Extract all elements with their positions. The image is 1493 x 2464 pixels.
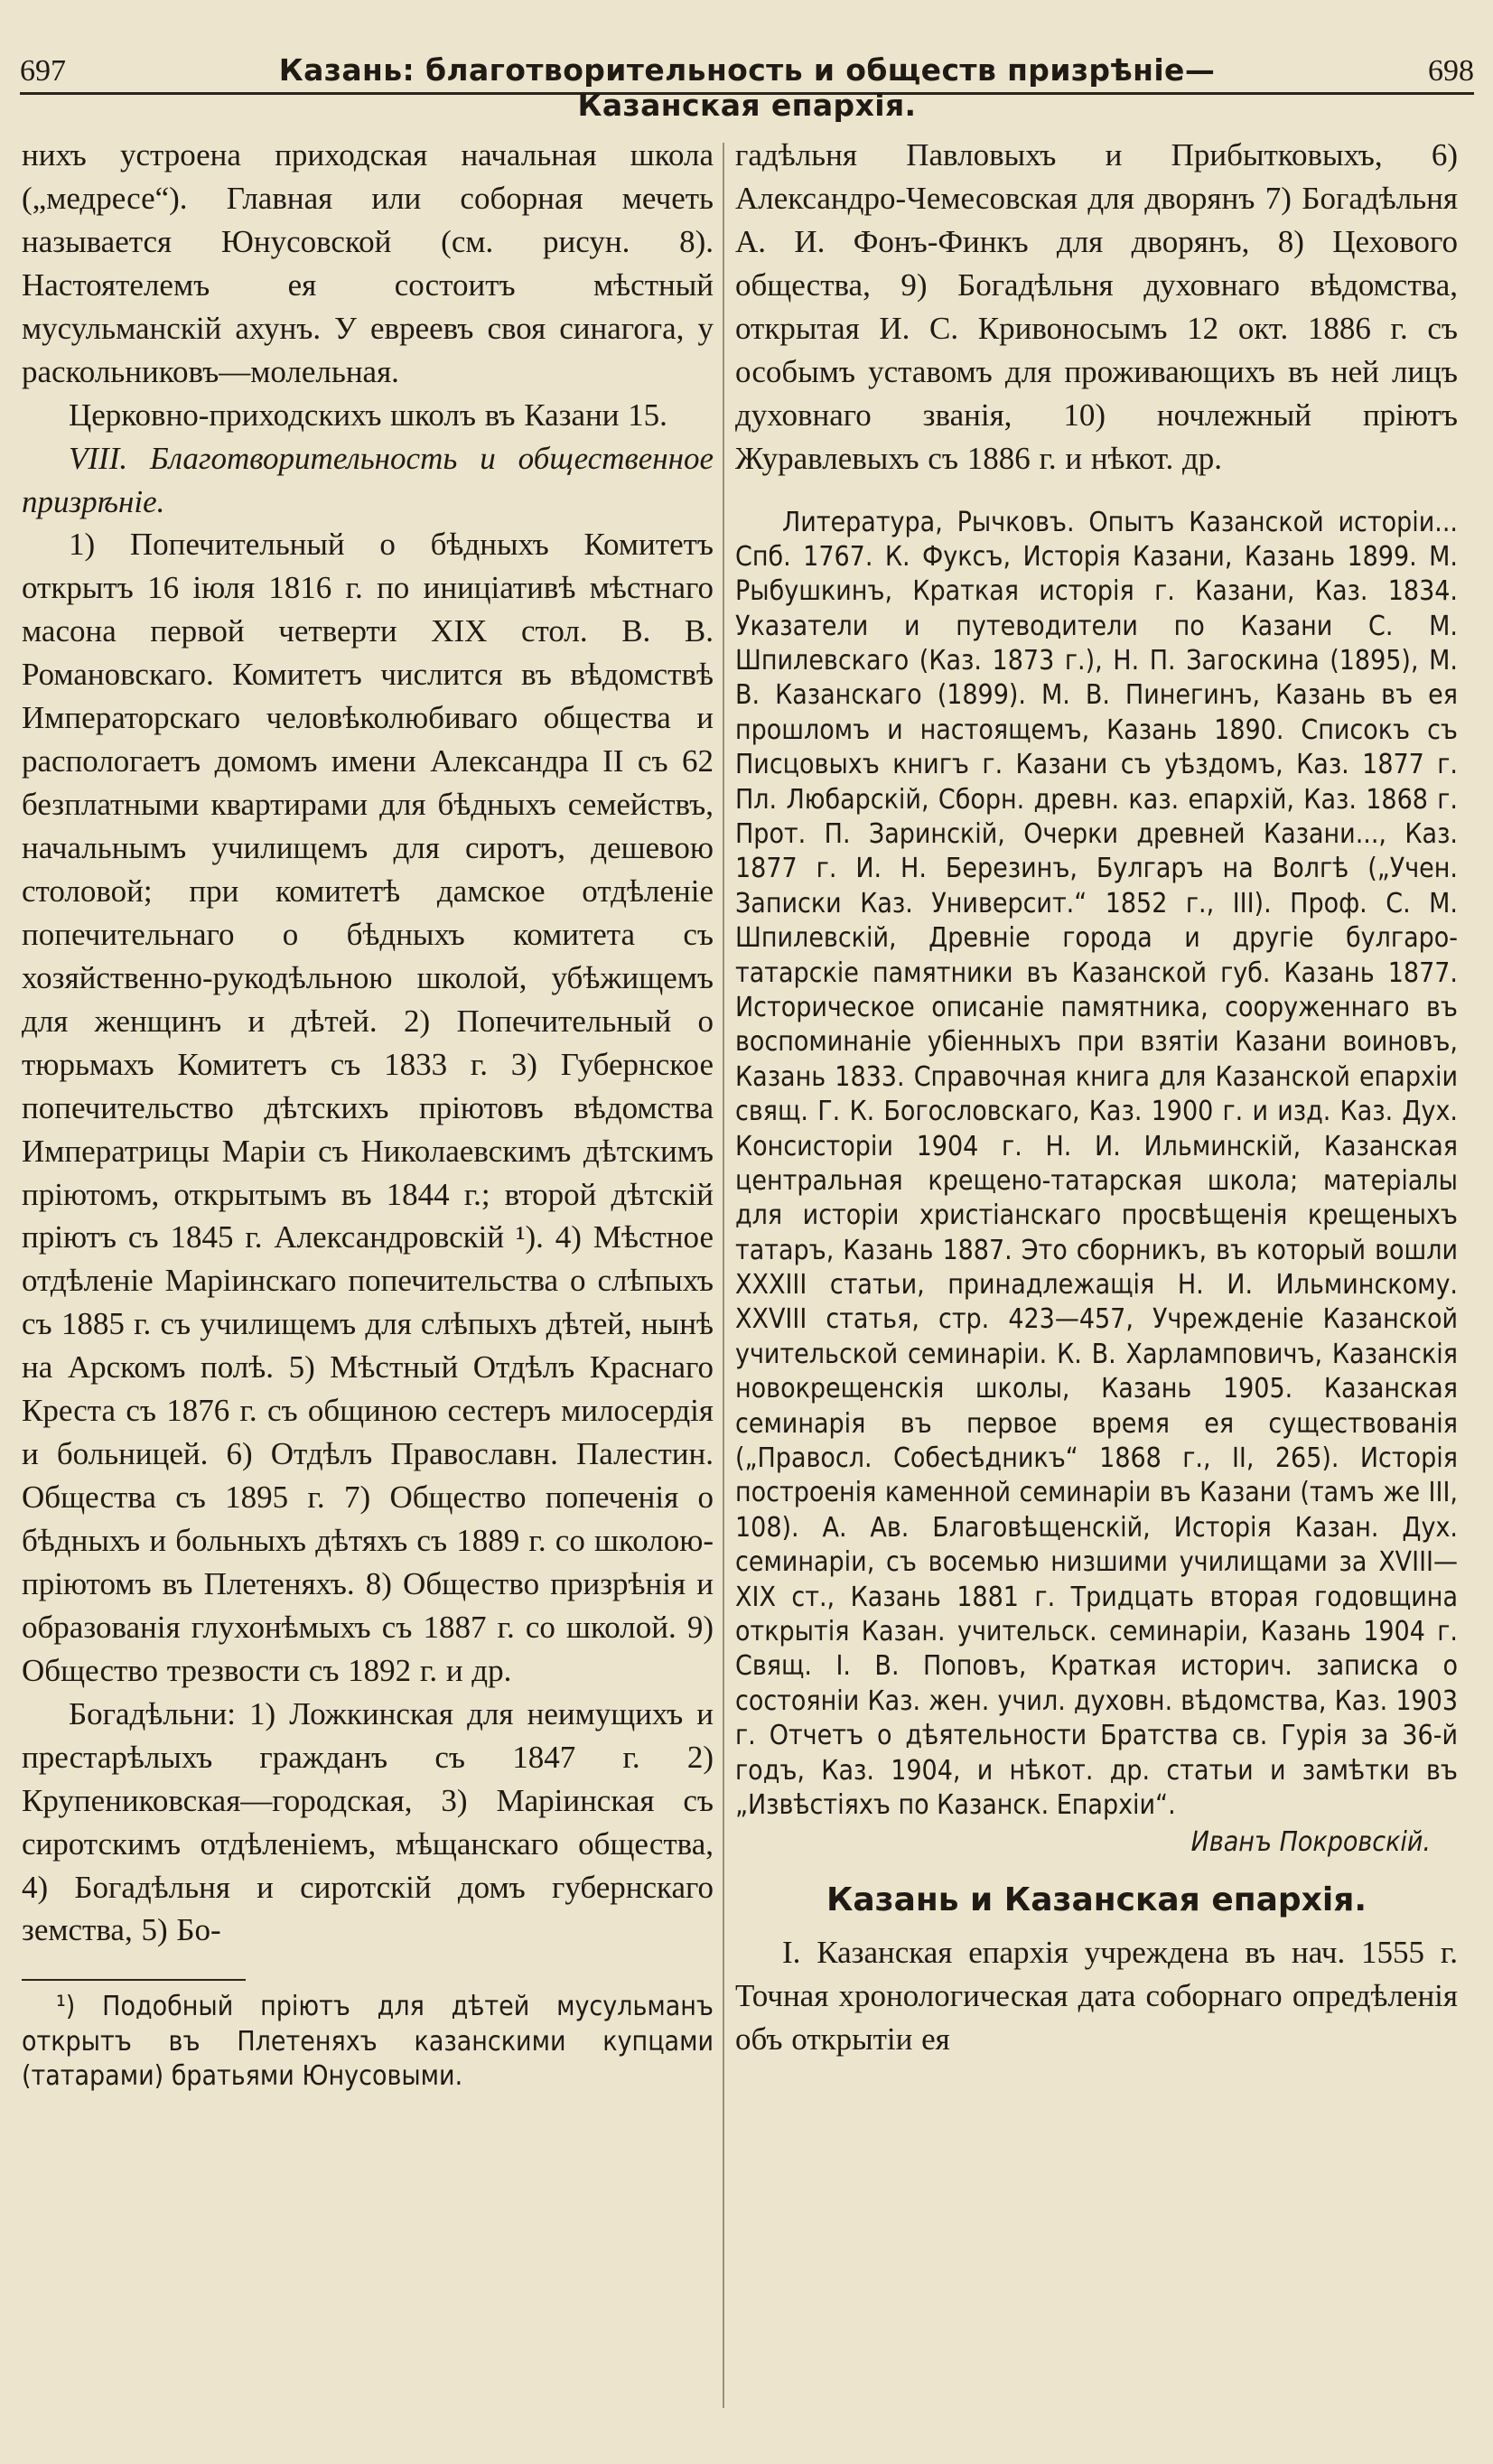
column-divider bbox=[723, 143, 724, 2408]
paragraph-mosques: нихъ устроена приходская начальная школа („медресе“). Главная или соборная мечеть называется Юнусовской (см. рисун. 8). Настоятелемъ ея состоитъ мѣстный мусульманскій ахунъ. У евреевъ своя синагога, у раскольниковъ—молельная. bbox=[22, 137, 714, 389]
footnote-rule bbox=[22, 1979, 246, 1981]
footnote: ¹) Подобный пріютъ для дѣтей мусульманъ открытъ въ Плетеняхъ казанскими купцами (татарами) братьями Юнусовыми. bbox=[22, 1991, 714, 2093]
paragraph-almshouses: Богадѣльни: 1) Ложкинская для неимущихъ и престарѣлыхъ гражданъ съ 1847 г. 2) Крупениковская—городская, 3) Маріинская съ сиротскимъ отдѣленіемъ, мѣщанскаго общества, 4) Богадѣльня и сиротскій домъ губернскаго земства, 5) Бо- bbox=[22, 1695, 714, 1948]
paragraph-eparchy: I. Казанская епархія учреждена въ нач. 1555 г. Точная хронологическая дата соборнаго опредѣленія объ открытіи ея bbox=[735, 1935, 1458, 2058]
literature-list: Литература, Рычковъ. Опытъ Казанской исторіи... Спб. 1767. К. Фуксъ, Исторія Казани, Казань 1899. М. Рыбушкинъ, Краткая исторія г. Казани, Каз. 1834. Указатели и путеводители по Казани С. М. Шпилевскаго (Каз. 1873 г.), Н. П. Загоскина (1895), М. В. Казанскаго (1899). М. В. Пинегинъ, Казань въ ея прошломъ и настоящемъ, Казань 1890. Списокъ съ Писцовыхъ книгъ г. Казани съ уѣздомъ, Каз. 1877 г. Пл. Любарскій, Сборн. древн. каз. епархій, Каз. 1868 г. Прот. П. Заринскій, Очерки древней Казани..., Каз. 1877 г. И. Н. Березинъ, Булгаръ на Волгѣ („Учен. Записки Каз. Университ.“ 1852 г., III). Проф. С. М. Шпилевскій, Древніе города и другіе булгаро-татарскіе памятники въ Казанской губ. Казань 1877. Историческое описаніе памятника, сооруженнаго въ воспоминаніе убіенныхъ при взятіи Казани воиновъ, Казань 1833. Справочная книга для Казанской епархіи свящ. Г. К. Богословскаго, Каз. 1900 г. и изд. Каз. Дух. Консисторіи 1904 г. Н. И. Ильминскій, Казанская центральная крещено-татарская школа; матеріалы для исторіи христіанскаго просвѣщенія крещеныхъ татаръ, Казань 1887. Это сборникъ, въ который вошли XXXIII статьи, принадлежащія Н. И. Ильминскому. XXVIII статья, стр. 423—457, Учрежденіе Казанской учительской семинаріи. К. В. Харламповичъ, Казанскія новокрещенскія школы, Казань 1905. Казанская семинарія въ первое время ея существованія („Правосл. Собесѣдникъ“ 1868 г., II, 265). Исторія построенія каменной семинаріи въ Казани (тамъ же III, 108). А. Ав. Благовѣщенскій, Исторія Казан. Дух. семинаріи, съ восемью низшими училищами за XVIII—XIX ст., Казань 1881 г. Тридцать вторая годовщина открытія Казан. учительск. семинаріи, Казань 1904 г. Свящ. І. В. Поповъ, Краткая историч. записка о состояніи Каз. жен. учил. духовн. вѣдомства, Каз. 1903 г. Отчетъ о дѣятельности Братства св. Гурія за 36-й годъ, Каз. 1904, и нѣкот. др. статьи и замѣтки въ „Извѣстіяхъ по Казанск. Епархіи“. bbox=[735, 506, 1458, 1821]
author-signature: Иванъ Покровскій. bbox=[1190, 1826, 1431, 1859]
page-number-right: 698 bbox=[1428, 54, 1474, 88]
left-column bbox=[22, 134, 714, 2095]
paragraph-parish-schools: Церковно-приходскихъ школъ въ Казани 15. bbox=[69, 397, 667, 433]
paragraph-almshouses-cont: гадѣльня Павловыхъ и Прибытковыхъ, 6) Александро-Чемесовская для дворянъ 7) Богадѣльня А. И. Фонъ-Финкъ для дворянъ, 8) Цехового общества, 9) Богадѣльня духовнаго вѣдомства, открытая И. С. Кривоносымъ 12 окт. 1886 г. съ особымъ уставомъ для проживающихъ въ ней лицъ духовнаго званія, 10) ночлежный пріютъ Журавлевыхъ съ 1886 г. и нѣкот. др. bbox=[735, 137, 1458, 476]
section-heading-charity: VIII. Благотворительность и общественное призрѣніе. bbox=[22, 440, 714, 519]
paragraph-charity-committees: 1) Попечительный о бѣдныхъ Комитетъ открытъ 16 іюля 1816 г. по иниціативѣ мѣстнаго масона первой четверти XIX стол. В. В. Романовскаго. Комитетъ числится въ вѣдомствѣ Императорскаго человѣколюбиваго общества и распологаетъ домомъ имени Александра II съ 62 безплатными квартирами для бѣдныхъ семействъ, начальнымъ училищемъ для сиротъ, дешевою столовой; при комитетѣ дамское отдѣленіе попечительнаго о бѣдныхъ комитета съ хозяйственно-рукодѣльною школой, убѣжищемъ для женщинъ и дѣтей. 2) Попечительный о тюрьмахъ Комитетъ съ 1833 г. 3) Губернское попечительство дѣтскихъ пріютовъ вѣдомства Императрицы Маріи съ Николаевскимъ дѣтскимъ пріютомъ, открытымъ въ 1844 г.; второй дѣтскій пріютъ съ 1845 г. Александровскій ¹). 4) Мѣстное отдѣленіе Маріинскаго попечительства о слѣпыхъ съ 1885 г. съ училищемъ для слѣпыхъ дѣтей, нынѣ на Арскомъ полѣ. 5) Мѣстный Отдѣлъ Краснаго Креста съ 1876 г. съ общиною сестеръ милосердія и больницей. 6) Отдѣлъ Православн. Палестин. Общества съ 1895 г. 7) Общество попеченія о бѣдныхъ и больныхъ дѣтяхъ съ 1889 г. со школою-пріютомъ въ Плетеняхъ. 8) Общество призрѣнія и образованія глухонѣмыхъ съ 1887 г. со школой. 9) Общество трезвости съ 1892 г. и др. bbox=[22, 527, 714, 1688]
right-column bbox=[735, 134, 1458, 2061]
running-title: Казань: благотворительность и обществ призрѣніе—Казанская епархія. bbox=[278, 52, 1216, 123]
page-header bbox=[20, 47, 1474, 123]
page-number-left: 697 bbox=[20, 54, 66, 88]
section-title-eparchy: Казань и Казанская епархія. bbox=[826, 1881, 1367, 1919]
